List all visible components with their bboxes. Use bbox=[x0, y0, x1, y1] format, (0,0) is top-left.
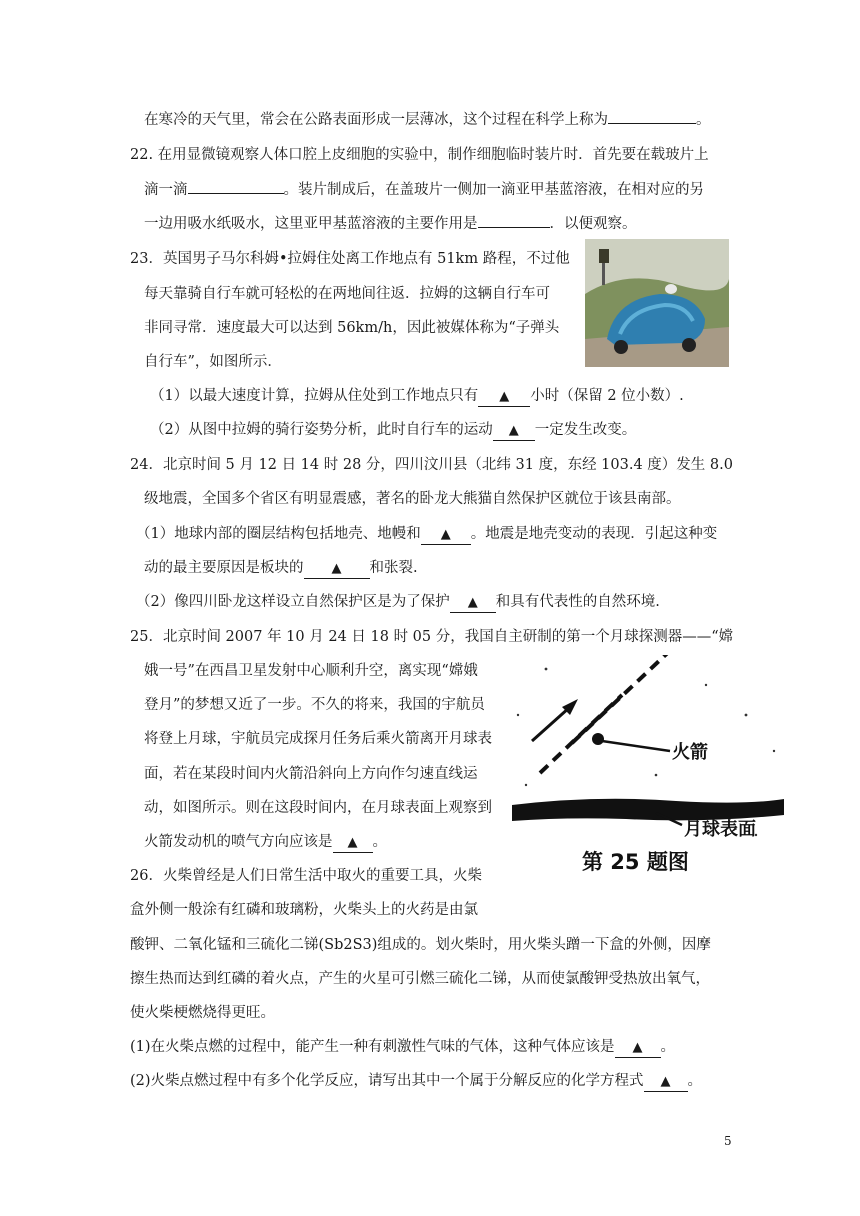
rocket-label: 火箭 bbox=[672, 742, 708, 763]
moon-surface-label: 月球表面 bbox=[684, 819, 756, 840]
answer-blank: ▲ bbox=[333, 834, 373, 853]
question-26: 26．火柴曾经是人们日常生活中取火的重要工具，火柴 bbox=[130, 868, 482, 884]
text-line: 酸钾、二氧化锰和三硫化二锑(Sb2S3)组成的。划火柴时，用火柴头蹭一下盒的外侧，因摩 bbox=[130, 937, 711, 953]
question-24-part-2: （2）像四川卧龙这样设立自然保护区是为了保护 ▲ 和具有代表性的自然环境. bbox=[136, 592, 660, 613]
bullet-bicycle-photo bbox=[585, 239, 729, 367]
figure-caption: 第 25 题图 bbox=[582, 850, 689, 874]
text-line: 级地震，全国多个省区有明显震感，著名的卧龙大熊猫自然保护区就位于该县南部。 bbox=[144, 491, 681, 507]
text-line: 面，若在某段时间内火箭沿斜向上方向作匀速直线运 bbox=[144, 766, 478, 782]
answer-blank bbox=[188, 193, 284, 194]
question-25: 25．北京时间 2007 年 10 月 24 日 18 时 05 分，我国自主研制的第一个月球探测器——“嫦 bbox=[130, 629, 734, 645]
answer-blank: ▲ bbox=[615, 1039, 661, 1058]
answer-blank bbox=[608, 123, 696, 124]
text-line: 盒外侧一般涂有红磷和玻璃粉，火柴头上的火药是由氯 bbox=[130, 902, 478, 918]
text-line: 火箭发动机的喷气方向应该是 ▲ 。 bbox=[144, 832, 387, 853]
text-line: 擦生热而达到红磷的着火点，产生的火星可引燃三硫化二锑，从而使氯酸钾受热放出氧气， bbox=[130, 971, 710, 987]
text-line: 动的最主要原因是板块的 ▲ 和张裂. bbox=[144, 558, 418, 579]
text-line: 每天靠骑自行车就可轻松的在两地间往返．拉姆的这辆自行车可 bbox=[144, 286, 550, 302]
question-23: 23．英国男子马尔科姆•拉姆住处离工作地点有 51km 路程，不过他 bbox=[130, 251, 570, 267]
question-26-part-1: (1)在火柴点燃的过程中，能产生一种有刺激性气味的气体，这种气体应该是 ▲ 。 bbox=[130, 1037, 675, 1058]
text-line: 非同寻常．速度最大可以达到 56km/h，因此被媒体称为“子弹头 bbox=[144, 320, 560, 336]
question-26-part-2: (2)火柴点燃过程中有多个化学反应，请写出其中一个属于分解反应的化学方程式 ▲ 。 bbox=[130, 1071, 702, 1092]
bicycle-illustration bbox=[585, 239, 729, 367]
answer-blank: ▲ bbox=[478, 388, 530, 407]
question-25-figure bbox=[506, 655, 806, 881]
question-22: 22. 在用显微镜观察人体口腔上皮细胞的实验中，制作细胞临时装片时．首先要在载玻片上 bbox=[130, 147, 709, 163]
answer-blank: ▲ bbox=[450, 594, 496, 613]
text-line: 自行车”，如图所示． bbox=[144, 354, 282, 370]
question-23-part-2: （2）从图中拉姆的骑行姿势分析，此时自行车的运动 ▲ 一定发生改变。 bbox=[150, 420, 636, 441]
text-line: 登月”的梦想又近了一步。不久的将来，我国的宇航员 bbox=[144, 697, 485, 713]
text-line: 娥一号”在西昌卫星发射中心顺利升空，离实现“嫦娥 bbox=[144, 663, 478, 679]
text-line: 滴一滴 。装片制成后，在盖玻片一侧加一滴亚甲基蓝溶液，在相对应的另 bbox=[144, 182, 704, 198]
text-line: 在寒冷的天气里，常会在公路表面形成一层薄冰，这个过程在科学上称为 。 bbox=[144, 112, 711, 128]
answer-blank: ▲ bbox=[421, 526, 471, 545]
answer-blank: ▲ bbox=[493, 422, 535, 441]
question-24: 24．北京时间 5 月 12 日 14 时 28 分，四川汶川县（北纬 31 度，东经 103.4 度）发生 8.0 bbox=[130, 457, 733, 473]
answer-blank: ▲ bbox=[644, 1073, 688, 1092]
text-line: 动，如图所示。则在这段时间内，在月球表面上观察到 bbox=[144, 800, 492, 816]
question-23-part-1: （1）以最大速度计算，拉姆从住处到工作地点只有 ▲ 小时（保留 2 位小数）. bbox=[150, 386, 684, 407]
text-line: 一边用吸水纸吸水，这里亚甲基蓝溶液的主要作用是 ．以便观察。 bbox=[144, 216, 637, 232]
page-number: 5 bbox=[724, 1134, 732, 1148]
question-24-part-1: （1）地球内部的圈层结构包括地壳、地幔和 ▲ 。地震是地壳变动的表现．引起这种变 bbox=[136, 524, 717, 545]
text-line: 使火柴梗燃烧得更旺。 bbox=[130, 1005, 275, 1021]
rocket-trajectory-diagram bbox=[506, 655, 806, 881]
answer-blank: ▲ bbox=[304, 560, 370, 579]
answer-blank bbox=[478, 227, 550, 228]
text-line: 将登上月球，宇航员完成探月任务后乘火箭离开月球表 bbox=[144, 731, 492, 747]
